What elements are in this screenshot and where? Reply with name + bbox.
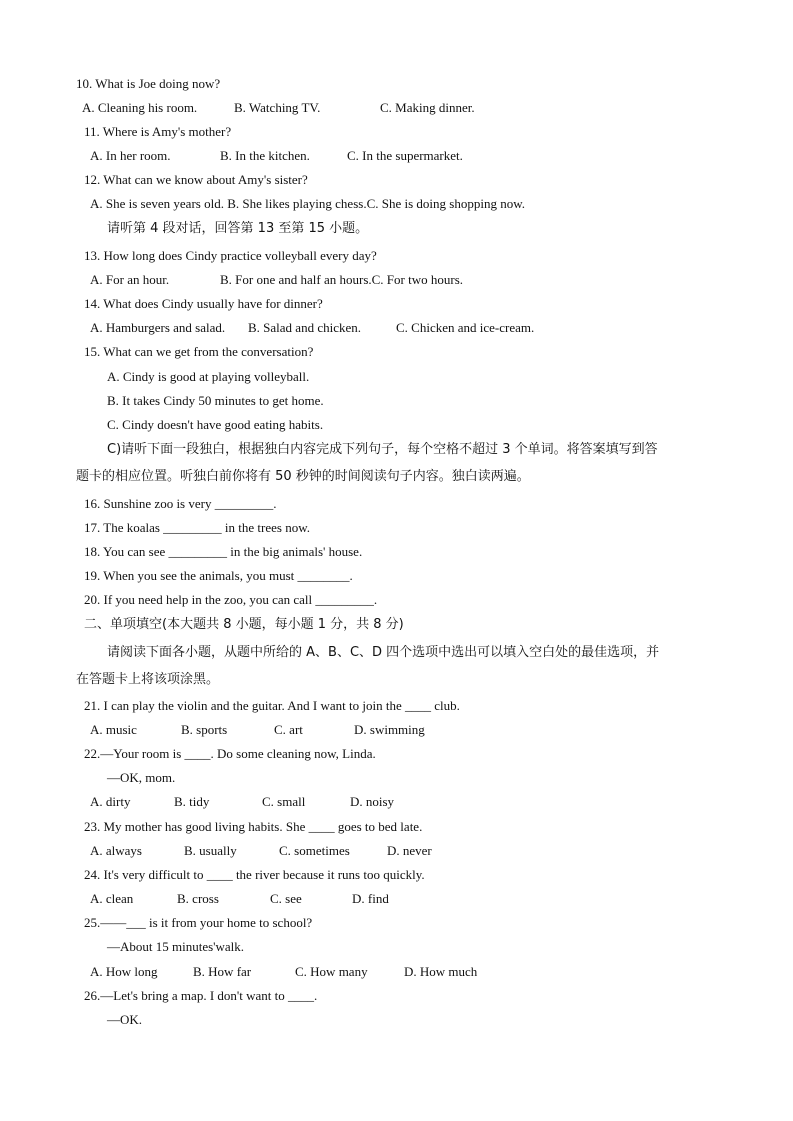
reply-26: —OK. [107,1012,143,1027]
question-21: 21. I can play the violin and the guitar. And I want to join the ____ club. [84,698,460,713]
section-c-instruction-line2: 题卡的相应位置。听独白前你将有 50 秒钟的时间阅读句子内容。独白读两遍。 [76,469,530,484]
option-24c: C. see [270,891,302,906]
option-21c: C. art [274,722,303,737]
option-22a: A. dirty [90,794,131,809]
options-12: A. She is seven years old. B. She likes playing chess.C. She is doing shopping now. [90,196,525,211]
question-15: 15. What can we get from the conversation? [84,344,314,359]
option-25d: D. How much [404,964,478,979]
option-21d: D. swimming [354,722,425,737]
option-13bc: B. For one and half an hours.C. For two hours. [220,272,464,287]
option-23a: A. always [90,843,142,858]
question-11: 11. Where is Amy's mother? [84,124,232,139]
question-24: 24. It's very difficult to ____ the river because it runs too quickly. [84,867,425,882]
option-24d: D. find [352,891,389,906]
option-22b: B. tidy [174,794,210,809]
part-2-instruction-line1: 请阅读下面各小题，从题中所给的 A、B、C、D 四个选项中选出可以填入空白处的最佳选项，并 [107,645,660,660]
question-18: 18. You can see _________ in the big animals' house. [84,544,363,559]
option-15b: B. It takes Cindy 50 minutes to get home. [107,393,324,408]
option-22c: C. small [262,794,306,809]
option-11c: C. In the supermarket. [347,148,463,163]
option-24a: A. clean [90,891,134,906]
question-14: 14. What does Cindy usually have for dinner? [84,296,323,311]
option-21a: A. music [90,722,137,737]
option-14b: B. Salad and chicken. [248,320,361,335]
option-15a: A. Cindy is good at playing volleyball. [107,369,310,384]
question-26: 26.—Let's bring a map. I don't want to ____. [84,988,318,1003]
reply-22: —OK, mom. [107,770,176,785]
option-11b: B. In the kitchen. [220,148,310,163]
option-25a: A. How long [90,964,158,979]
option-13a: A. For an hour. [90,272,170,287]
question-12: 12. What can we know about Amy's sister? [84,172,308,187]
question-10: 10. What is Joe doing now? [76,76,221,91]
question-23: 23. My mother has good living habits. She ____ goes to bed late. [84,819,423,834]
question-25: 25.——___ is it from your home to school? [84,915,313,930]
question-16: 16. Sunshine zoo is very _________. [84,496,277,511]
option-14c: C. Chicken and ice-cream. [396,320,535,335]
question-13: 13. How long does Cindy practice volleyball every day? [84,248,377,263]
option-23c: C. sometimes [279,843,350,858]
reply-25: —About 15 minutes'walk. [107,939,245,954]
question-19: 19. When you see the animals, you must ________. [84,568,353,583]
option-11a: A. In her room. [90,148,171,163]
option-23b: B. usually [184,843,237,858]
section-c-instruction-line1: C)请听下面一段独白，根据独白内容完成下列句子，每个空格不超过 3 个单词。将答案填写到答 [107,442,658,457]
part-2-instruction-line2: 在答题卡上将该项涂黑。 [76,672,220,687]
option-10b: B. Watching TV. [234,100,321,115]
part-2-heading: 二、单项填空(本大题共 8 小题，每小题 1 分，共 8 分) [84,617,404,632]
question-22: 22.—Your room is ____. Do some cleaning now, Linda. [84,746,376,761]
option-21b: B. sports [181,722,228,737]
option-10a: A. Cleaning his room. [82,100,198,115]
option-23d: D. never [387,843,432,858]
option-10c: C. Making dinner. [380,100,475,115]
option-22d: D. noisy [350,794,395,809]
option-24b: B. cross [177,891,219,906]
option-15c: C. Cindy doesn't have good eating habits. [107,417,324,432]
option-25b: B. How far [193,964,252,979]
option-25c: C. How many [295,964,368,979]
question-17: 17. The koalas _________ in the trees now. [84,520,311,535]
instruction-dialogue-4: 请听第 4 段对话，回答第 13 至第 15 小题。 [107,221,369,236]
option-14a: A. Hamburgers and salad. [90,320,226,335]
question-20: 20. If you need help in the zoo, you can call _________. [84,592,378,607]
